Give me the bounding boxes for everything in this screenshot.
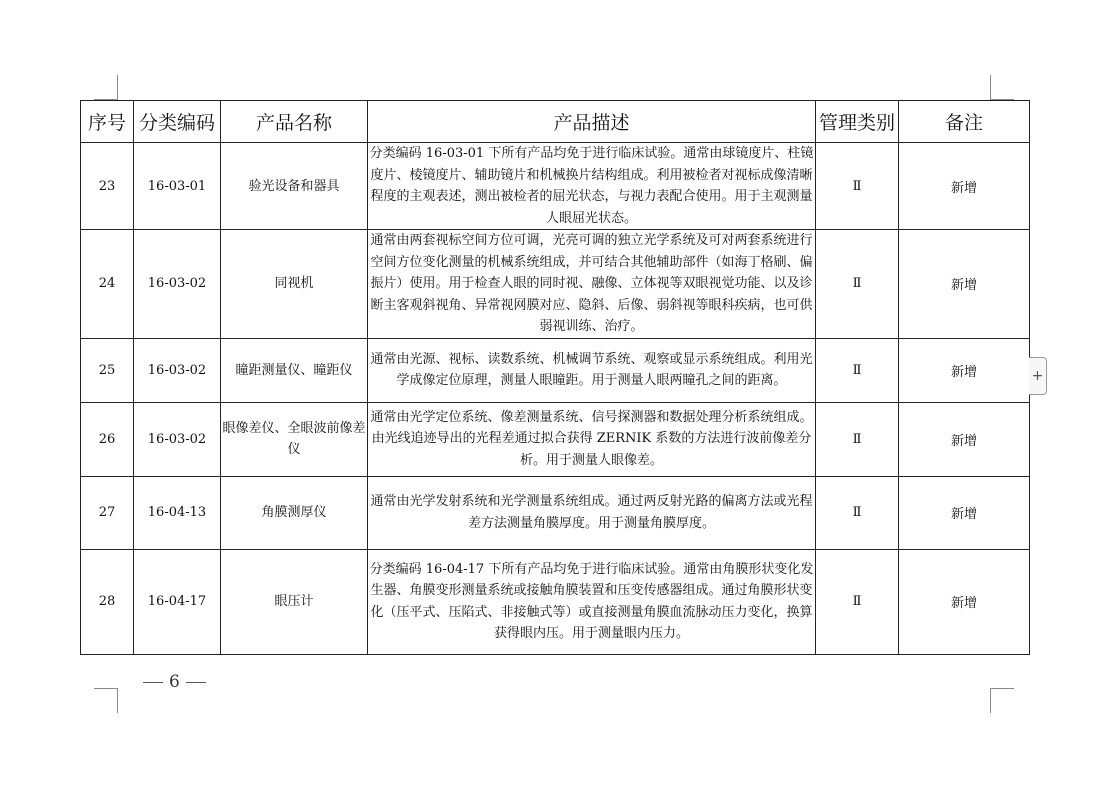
cell-product-description: 分类编码 16-03-01 下所有产品均免于进行临床试验。通常由球镜度片、柱镜度片、棱镜度片、辅助镜片和机械换片结构组成。利用被检者对视标成像清晰程度的主观表述，测出被检者的屈光状态，与视力表配合使用。用于主观测量人眼屈光状态。	[368, 143, 816, 230]
crop-mark-top-right-vertical	[990, 75, 991, 100]
cell-product-name: 眼像差仪、全眼波前像差仪	[221, 402, 368, 476]
cell-category-code: 16-04-13	[134, 476, 221, 549]
cell-remarks: 新增	[899, 230, 1030, 339]
cell-management-class: Ⅱ	[816, 230, 899, 339]
cell-remarks: 新增	[899, 338, 1030, 402]
crop-mark-top-left-vertical	[117, 75, 118, 100]
cell-category-code: 16-04-17	[134, 549, 221, 654]
header-serial-number: 序号	[81, 101, 134, 143]
cell-remarks: 新增	[899, 549, 1030, 654]
cell-remarks: 新增	[899, 402, 1030, 476]
device-catalog-table	[80, 100, 1030, 655]
cell-product-description: 分类编码 16-04-17 下所有产品均免于进行临床试验。通常由角膜形状变化发生器、角膜变形测量系统或接触角膜装置和压变传感器组成。通过角膜形状变化（压平式、压陷式、非接触式等）或直接测量角膜血流脉动压力变化，换算获得眼内压。用于测量眼内压力。	[368, 549, 816, 654]
header-remarks: 备注	[899, 101, 1030, 143]
table-row	[81, 476, 1030, 549]
crop-mark-bottom-right-horizontal	[990, 688, 1014, 689]
cell-management-class: Ⅱ	[816, 549, 899, 654]
crop-mark-bottom-right-vertical	[990, 688, 991, 713]
cell-category-code: 16-03-02	[134, 230, 221, 339]
header-category-code: 分类编码	[134, 101, 221, 143]
cell-management-class: Ⅱ	[816, 143, 899, 230]
cell-management-class: Ⅱ	[816, 402, 899, 476]
cell-management-class: Ⅱ	[816, 338, 899, 402]
page-number	[137, 672, 212, 692]
cell-serial-number: 23	[81, 143, 134, 230]
header-management-class: 管理类别	[816, 101, 899, 143]
cell-product-name: 角膜测厚仪	[221, 476, 368, 549]
page-number-value: 6	[169, 672, 180, 692]
cell-serial-number: 26	[81, 402, 134, 476]
cell-management-class: Ⅱ	[816, 476, 899, 549]
cell-category-code: 16-03-02	[134, 402, 221, 476]
table-header-row	[81, 101, 1030, 143]
header-product-name: 产品名称	[221, 101, 368, 143]
crop-mark-bottom-left-horizontal	[94, 688, 118, 689]
cell-category-code: 16-03-01	[134, 143, 221, 230]
header-product-description: 产品描述	[368, 101, 816, 143]
page-number-left-dash	[143, 682, 163, 683]
page-number-right-dash	[186, 682, 206, 683]
cell-product-description: 通常由光学发射系统和光学测量系统组成。通过两反射光路的偏离方法或光程差方法测量角膜厚度。用于测量角膜厚度。	[368, 476, 816, 549]
cell-serial-number: 27	[81, 476, 134, 549]
expand-side-panel-button[interactable]: +	[1029, 357, 1047, 395]
table-row	[81, 402, 1030, 476]
cell-serial-number: 24	[81, 230, 134, 339]
cell-product-name: 瞳距测量仪、瞳距仪	[221, 338, 368, 402]
cell-product-name: 验光设备和器具	[221, 143, 368, 230]
cell-serial-number: 25	[81, 338, 134, 402]
cell-product-description: 通常由光源、视标、读数系统、机械调节系统、观察或显示系统组成。利用光学成像定位原理，测量人眼瞳距。用于测量人眼两瞳孔之间的距离。	[368, 338, 816, 402]
table-row	[81, 549, 1030, 654]
cell-product-name: 眼压计	[221, 549, 368, 654]
cell-category-code: 16-03-02	[134, 338, 221, 402]
table-row	[81, 230, 1030, 339]
cell-product-description: 通常由光学定位系统、像差测量系统、信号探测器和数据处理分析系统组成。由光线追迹导出的光程差通过拟合获得 ZERNIK 系数的方法进行波前像差分析。用于测量人眼像差。	[368, 402, 816, 476]
cell-remarks: 新增	[899, 476, 1030, 549]
cell-remarks: 新增	[899, 143, 1030, 230]
crop-mark-bottom-left-vertical	[117, 688, 118, 713]
cell-serial-number: 28	[81, 549, 134, 654]
cell-product-description: 通常由两套视标空间方位可调，光亮可调的独立光学系统及可对两套系统进行空间方位变化测量的机械系统组成，并可结合其他辅助部件（如海丁格刷、偏振片）使用。用于检查人眼的同时视、融像、立体视等双眼视觉功能、以及诊断主客观斜视角、异常视网膜对应、隐斜、后像、弱斜视等眼科疾病，也可供弱视训练、治疗。	[368, 230, 816, 339]
table-row	[81, 338, 1030, 402]
cell-product-name: 同视机	[221, 230, 368, 339]
table-row	[81, 143, 1030, 230]
